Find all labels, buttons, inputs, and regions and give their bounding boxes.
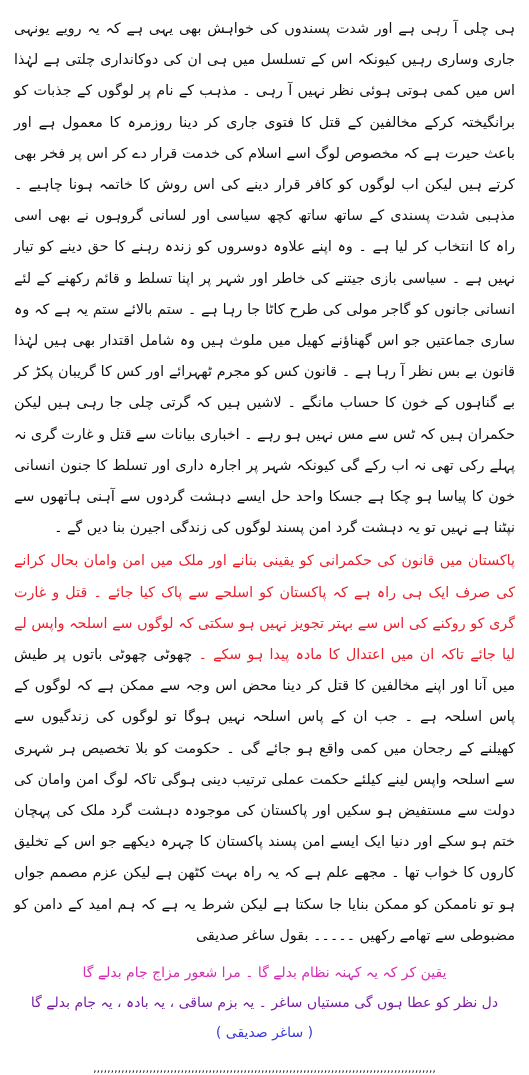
- poem-block: [14, 958, 515, 1048]
- highlight-text-red-a: پاکستان میں قانون کی حکمرانی کو یقینی بنانے اور ملک میں امن وامان بحال کرانے کی صرف ایک ہی راہ ہے کہ پاکستان کو اسلحے سے پاک کیا جائے ۔: [14, 553, 516, 601]
- poem-attribution: ( ساغر صدیقی ): [215, 1025, 314, 1042]
- poem-line-2: دل نظر کو عطا ہوں گی مستیاں ساغر ۔ یہ بزم ساقی ، یہ بادہ ، یہ جام بدلے گا: [30, 995, 499, 1012]
- paragraph-2-body: چھوٹی چھوٹی باتوں پر طیش میں آنا اور اپنے مخالفین کا قتل کر دینا محض اس وجہ سے ممکن ہے کہ لوگوں کے پاس اسلحہ ہے ۔ جب ان کے پاس اسلحہ نہیں ہوگا تو لوگوں کی زندگیوں سے کھیلنے کے رجحان میں کمی واقع ہو جائے گی ۔ حکومت کو بلا تخصیص ہر شہری سے اسلحہ واپس لینے کیلئے حکمت عملی ترتیب دینی ہوگی تاکہ لوگ امن وامان کی دولت سے مستفیض ہو سکیں اور پاکستان کی موجودہ دہشت گرد ملک کی پہچان ختم ہو سکے اور دنیا ایک ایسے امن پسند پاکستان کا چہرہ دیکھے جو اس کے تخلیق کاروں کا خواب تھا ۔ مجھے علم ہے کہ یہ راہ بہت کٹھن ہے لیکن عزم مصمم جواں ہو تو ناممکن کو ممکن بنایا جا سکتا ہے لیکن شرط یہ ہے کہ ہم امید کے دامن کو مضبوطی سے تھامے رکھیں ۔۔۔۔۔ بقول ساغر صدیقی: [14, 647, 515, 944]
- highlight-text-red-b: قتل و غارت گری کو روکنے کی اس سے بہتر تجویز نہیں ہو سکتی کہ لوگوں سے اسلحہ واپس لے لیا جائے تاکہ ان میں اعتدال کا مادہ پیدا ہو سکے ۔: [14, 584, 515, 664]
- article-paragraph-1: ہی چلی آ رہی ہے اور شدت پسندوں کی خواہش بھی یہی ہے کہ یہ رویے یونہی جاری وساری رہیں کیونکہ اس کے تسلسل میں ہی ان کی دوکانداری چلتی ہے لہٰذا اس میں کمی ہوتی ہوئی نظر نہیں آ رہی ۔ مذہب کے نام پر لوگوں کے جذبات کو برانگیختہ کرکے مخالفین کے قتل کا فتوی جاری کر دینا روزمرہ کا معمول ہے اور باعث حیرت ہے کہ مخصوص لوگ اسے اسلام کی خدمت قرار دے کر اس پر فخر بھی کرتے ہیں لیکن اب لوگوں کو کافر قرار دینے کی اس روش کا خاتمہ ہونا چاہیے ۔ مذہبی شدت پسندی کے ساتھ ساتھ کچھ سیاسی اور لسانی گروہوں نے بھی اسی راہ کا انتخاب کر لیا ہے ۔ وہ اپنے علاوہ دوسروں کو زندہ رہنے کا حق دینے کو تیار نہیں ہے ۔ سیاسی بازی جیتنے کی خاطر اور شہر پر اپنا تسلط و قائم رکھنے کے لئے انسانی جانوں کو گاجر مولی کی طرح کاٹا جا رہا ہے ۔ ستم بالائے ستم یہ ہے کہ وہ ساری جماعتیں جو اس گھناؤنے کھیل میں ملوث ہیں وہ شامل اقتدار بھی ہیں لہٰذا قانون بے بس نظر آ رہا ہے ۔ قانون کس کو مجرم ٹھہرائے اور کس کا گریبان پکڑ کر بے گناہوں کے خون کا حساب مانگے ۔ لاشیں ہیں کہ گرتی چلی جا رہی ہیں لیکن حکمران ہیں کہ ٹس سے مس نہیں ہو رہے ۔ اخباری بیانات سے قتل و غارت گری نہ پہلے رکی تھی نہ اب رکے گی کیونکہ شہر پر اجارہ داری اور تسلط کا جنون انسانی خون کا پیاسا ہو چکا ہے جسکا واحد حل ایسے دہشت گردوں سے آہنی ہاتھوں سے نپٹنا ہے نہیں تو یہ دہشت گرد امن پسند لوگوں کی زندگی اجیرن بنا دیں گے ۔: [14, 21, 515, 537]
- separator-line: ,,,,,,,,,,,,,,,,,,,,,,,,,,,,,,,,,,,,,,,,,,,,,,,,,,,,,,,,,,,,,,,,,,,,,,,,,,,,,,,,,,,,,,,,,,,,,,,,,,: [93, 1062, 436, 1075]
- article-paragraph-2: [14, 546, 515, 952]
- poem-line-1: یقین کر کہ یہ کہنہ نظام بدلے گا ۔ مرا شعور مزاج جام بدلے گا: [82, 965, 447, 982]
